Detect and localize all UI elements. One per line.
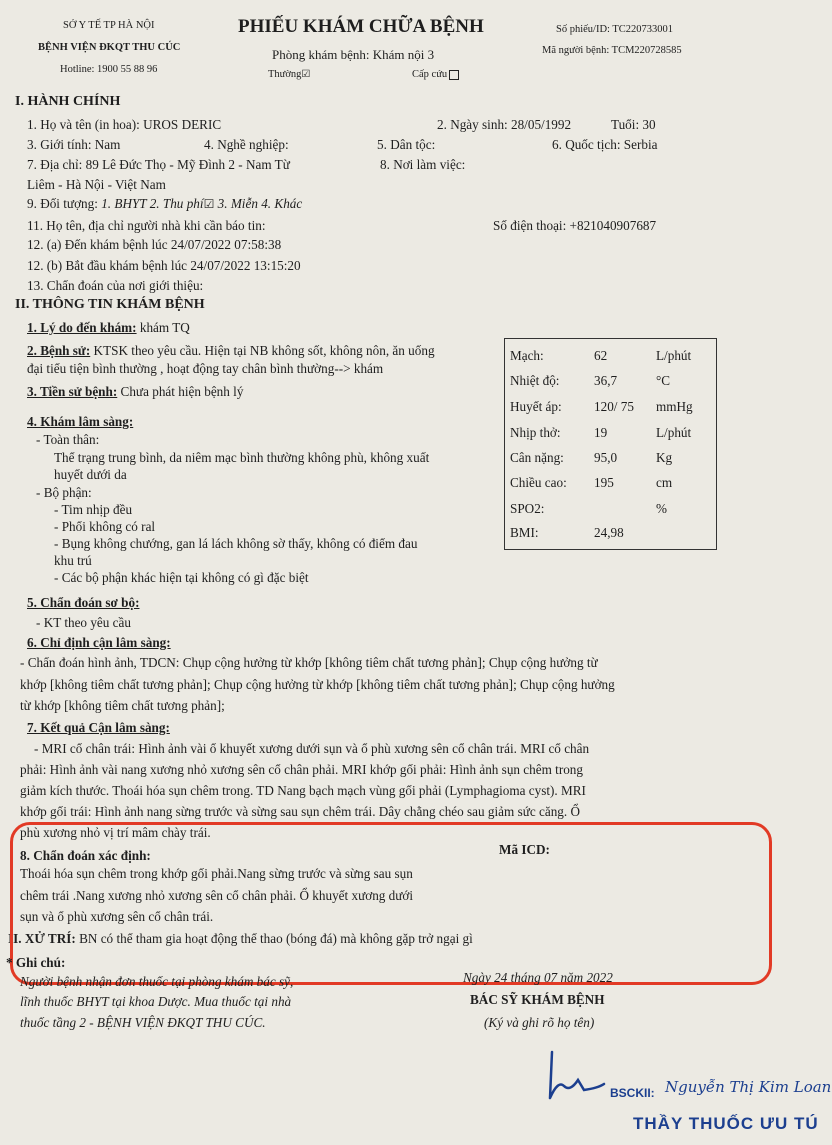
part-heart: - Tim nhịp đều [54,502,133,517]
part-other: - Các bộ phận khác hiện tại không có gì đặc biệt [54,570,309,585]
medical-history-line-2: đại tiểu tiện bình thường , hoạt động tay chân bình thường--> khám [27,361,384,376]
workplace: 8. Nơi làm việc: [380,157,466,172]
past-history-label: 3. Tiền sử bệnh: [27,384,118,399]
past-history [27,384,243,400]
vital-label: Cân nặng: [510,450,564,465]
relative-contact: 11. Họ tên, địa chỉ người nhà khi cần báo tin: [27,218,266,233]
vital-row [505,425,716,445]
clinic-name: Phòng khám bệnh: Khám nội 3 [272,47,435,62]
arrival-time: 12. (a) Đến khám bệnh lúc 24/07/2022 07:58:38 [27,237,282,252]
priority-emergency-label: Cấp cứu [412,69,448,80]
notes-line-1: Người bệnh nhận đơn thuốc tại phòng khám bác sỹ, [20,974,294,989]
visit-reason [27,320,190,336]
exam-heading: II. THÔNG TIN KHÁM BỆNH [15,297,205,312]
vital-unit: °C [656,373,671,388]
signature-title: BÁC SỸ KHÁM BỆNH [470,992,605,1007]
subject-options-2: 3. Miễn 4. Khác [217,196,303,211]
age: Tuổi: 30 [611,117,656,132]
treatment-value: BN có thể tham gia hoạt động thể thao (bóng đá) mà không gặp trở ngại gì [75,931,473,946]
checked-box-icon: ☑ [203,197,215,211]
vitals-box [504,338,717,550]
subject-row [27,196,302,212]
highlight-annotation [10,822,772,985]
referral-diagnosis: 13. Chẩn đoán của nơi giới thiệu: [27,278,204,293]
ethnicity: 5. Dân tộc: [377,137,436,152]
visit-reason-label: 1. Lý do đến khám: [27,320,137,335]
vital-unit: mmHg [656,399,693,414]
patient-name: 1. Họ và tên (in hoa): UROS DERIC [27,117,222,132]
icd-code-label: Mã ICD: [499,842,550,857]
subject-label: 9. Đối tượng: [27,196,98,211]
vital-label: Nhiệt độ: [510,373,560,388]
vital-label: Huyết áp: [510,399,562,414]
date-of-birth: 2. Ngày sinh: 28/05/1992 [437,117,572,132]
lab-result-line-4: khớp gối trái: Hình ảnh nang sừng trước và sừng sau sụn chêm trái. Dây chằng chéo sau giảm sức căng. Ổ [20,804,581,819]
nationality: 6. Quốc tịch: Serbia [552,137,658,152]
vital-value: 19 [594,425,608,440]
final-diagnosis-line-1: Thoái hóa sụn chêm trong khớp gối phải.Nang sừng trước và sừng sau sụn [20,866,413,881]
final-diagnosis-line-3: sụn và ổ phù xương sên cổ chân trái. [20,909,214,924]
general-label: - Toàn thân: [36,432,100,447]
lab-order-line-3: từ khớp [không tiêm chất tương phản]; [20,698,225,713]
parts-label: - Bộ phận: [36,485,92,500]
phone-number: Số điện thoại: +821040907687 [493,218,657,233]
hospital-name: BỆNH VIỆN ĐKQT THU CÚC [38,42,181,53]
priority-emergency [412,69,459,80]
vital-label: Mạch: [510,348,544,363]
lab-result-line-5: phù xương nhỏ vị trí mâm chày trái. [20,825,211,840]
vital-row [505,399,716,419]
form-id: Số phiếu/ID: TC220733001 [556,24,674,35]
hotline: Hotline: 1900 55 88 96 [60,64,158,75]
stamp-degree: BSCKII: [610,1086,655,1100]
checked-box-icon: ☑ [301,69,311,80]
vital-row [505,525,716,545]
vital-label: Nhịp thở: [510,425,561,440]
lab-result-line-3: giảm kích thước. Thoái hóa sụn chêm trong. TD Nang bạch mạch vùng gối phải (Lymphagioma cyst). MRI [20,783,586,798]
lab-order-label: 6. Chỉ định cận lâm sàng: [27,635,171,650]
patient-code: Mã người bệnh: TCM220728585 [542,45,682,56]
admin-heading: I. HÀNH CHÍNH [15,94,121,109]
exam-start-time: 12. (b) Bắt đầu khám bệnh lúc 24/07/2022 13:15:20 [27,258,301,273]
part-abdomen-line-2: khu trú [54,553,92,568]
final-diagnosis-line-2: chêm trái .Nang xương nhỏ xương sên cổ chân phải. Ổ khuyết xương dưới [20,888,414,903]
stamp-title: THẦY THUỐC ƯU TÚ [633,1114,819,1133]
subject-options: 1. BHYT 2. Thu phí [101,196,204,211]
notes-line-3: thuốc tầng 2 - BỆNH VIỆN ĐKQT THU CÚC. [20,1015,266,1030]
vital-value: 36,7 [594,373,618,388]
vital-row [505,373,716,393]
vital-row [505,348,716,368]
lab-result-line-2: phải: Hình ảnh vài nang xương nhỏ xương sên cổ chân phải. MRI khớp gối phải: Hình ảnh sụn chêm trong [20,762,583,777]
priority-normal-label: Thường [268,69,302,80]
prelim-diagnosis: - KT theo yêu cầu [36,615,131,630]
empty-box-icon [449,70,459,80]
form-title: PHIẾU KHÁM CHỮA BỆNH [238,16,484,37]
vital-row [505,501,716,521]
vital-value: 120/ 75 [594,399,634,414]
signature-subtitle: (Ký và ghi rõ họ tên) [484,1015,595,1030]
vital-value: 24,98 [594,525,624,540]
vital-label: Chiều cao: [510,475,567,490]
notes-line-2: lĩnh thuốc BHYT tại khoa Dược. Mua thuốc tại nhà [20,994,292,1009]
part-lungs: - Phổi không có ral [54,519,156,534]
final-diagnosis-label: 8. Chẩn đoán xác định: [20,848,151,863]
vital-value: 62 [594,348,608,363]
vital-row [505,450,716,470]
lab-result-label: 7. Kết quả Cận lâm sàng: [27,720,170,735]
treatment-label: II. XỬ TRÍ: [8,931,76,946]
vital-unit: cm [656,475,673,490]
vital-unit: Kg [656,450,673,465]
department-name: SỞ Y TẾ TP HÀ NỘI [63,20,155,31]
general-line-1: Thể trạng trung bình, da niêm mạc bình thường không phù, không xuất [54,450,430,465]
visit-reason-value: khám TQ [136,320,190,335]
vital-unit: % [656,501,667,516]
vital-value: 95,0 [594,450,618,465]
asterisk-icon: * [6,955,13,970]
address-line-2: Liêm - Hà Nội - Việt Nam [27,177,166,192]
part-abdomen: - Bụng không chướng, gan lá lách không sờ thấy, không có điểm đau [54,536,418,551]
medical-history [27,343,435,359]
clinical-exam-label: 4. Khám lâm sàng: [27,414,134,429]
gender: 3. Giới tính: Nam [27,137,121,152]
notes-heading [6,955,65,971]
past-history-value: Chưa phát hiện bệnh lý [117,384,244,399]
notes-label: Ghi chú: [15,955,66,970]
vital-unit: L/phút [656,425,692,440]
medical-history-value: KTSK theo yêu cầu. Hiện tại NB không sốt, không nôn, ăn uống [90,343,435,358]
vital-unit: L/phút [656,348,692,363]
vital-row [505,475,716,495]
lab-order-line-2: khớp [không tiêm chất tương phản]; Chụp cộng hưởng từ khớp [không tiêm chất tương phản]; Chụp cộng hưởng [20,677,615,692]
occupation: 4. Nghề nghiệp: [204,137,289,152]
signature-date: Ngày 24 tháng 07 năm 2022 [463,970,613,985]
vital-value: 195 [594,475,614,490]
general-line-2: huyết dưới da [54,467,127,482]
lab-order-line-1: - Chẩn đoán hình ảnh, TDCN: Chụp cộng hưởng từ khớp [không tiêm chất tương phản]; Chụp cộng hưởng từ [20,655,598,670]
vital-label: BMI: [510,525,539,540]
lab-result-line-1: - MRI cổ chân trái: Hình ảnh vài ổ khuyết xương dưới sụn và ổ phù xương sên cổ chân trái. MRI cổ chân [34,741,590,756]
medical-history-label: 2. Bệnh sử: [27,343,91,358]
address-line-1: 7. Địa chỉ: 89 Lê Đức Thọ - Mỹ Đình 2 - Nam Từ [27,157,290,172]
handwritten-signature-icon [538,1040,608,1105]
vital-label: SPO2: [510,501,545,516]
priority-normal [268,69,310,80]
prelim-diagnosis-label: 5. Chẩn đoán sơ bộ: [27,595,140,610]
stamp-doctor-name: Nguyễn Thị Kim Loan [665,1078,832,1096]
